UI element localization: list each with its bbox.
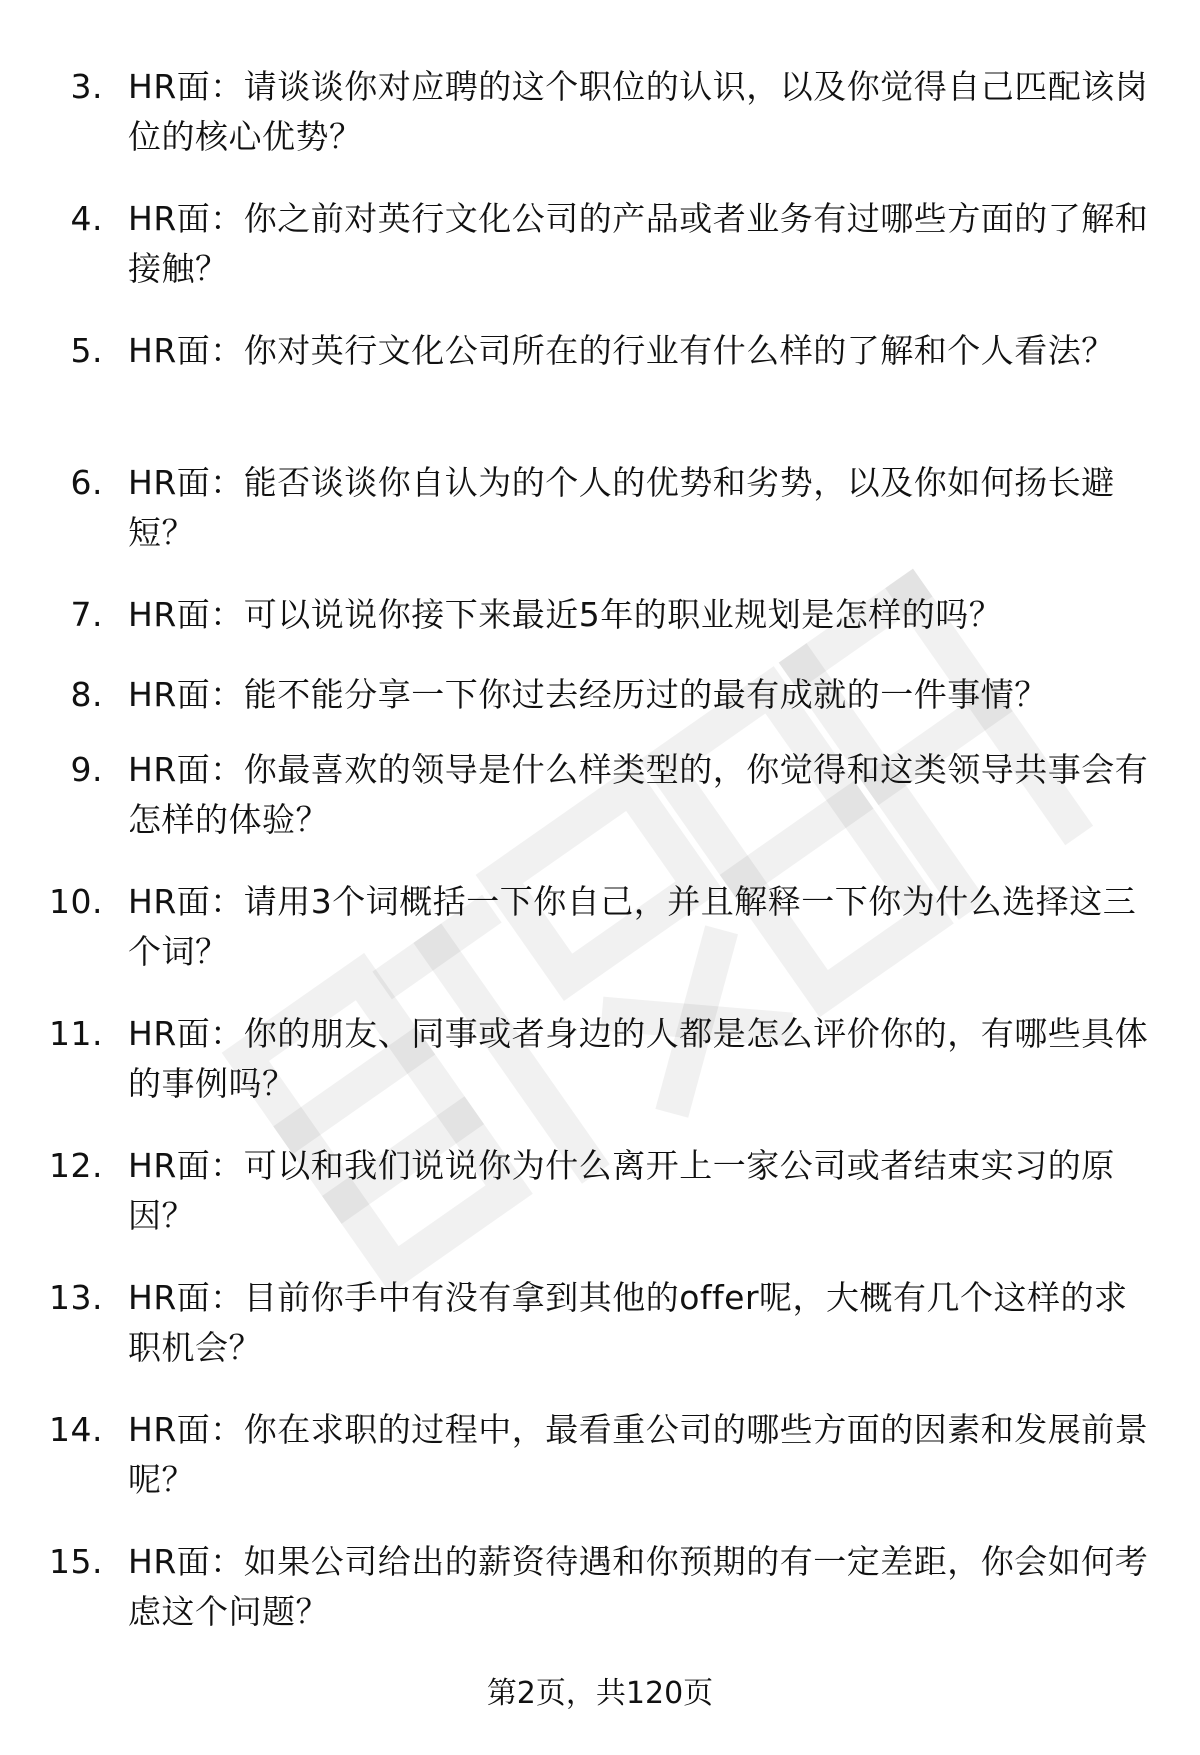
question-number: 12. xyxy=(49,1146,103,1185)
question-text: HR面：请谈谈你对应聘的这个职位的认识，以及你觉得自己匹配该岗位的核心优势？ xyxy=(128,67,1149,156)
question-text: HR面：你对英行文化公司所在的行业有什么样的了解和个人看法？ xyxy=(128,331,1115,370)
question-number: 9. xyxy=(70,750,103,789)
question-list xyxy=(0,60,1200,1667)
question-item xyxy=(0,324,1200,456)
question-item xyxy=(0,192,1200,324)
question-item xyxy=(0,743,1200,875)
question-item xyxy=(0,668,1200,743)
page-footer: 第2页，共120页 xyxy=(486,1676,714,1711)
question-item xyxy=(0,1007,1200,1139)
question-text: HR面：能否谈谈你自认为的个人的优势和劣势，以及你如何扬长避短？ xyxy=(128,463,1115,552)
question-item xyxy=(0,1139,1200,1271)
question-item xyxy=(0,1535,1200,1667)
question-text: HR面：你之前对英行文化公司的产品或者业务有过哪些方面的了解和接触？ xyxy=(128,199,1149,288)
question-item xyxy=(0,456,1200,588)
question-item xyxy=(0,588,1200,668)
question-number: 5. xyxy=(70,331,103,370)
question-text: HR面：目前你手中有没有拿到其他的offer呢，大概有几个这样的求职机会？ xyxy=(128,1278,1128,1367)
question-text: HR面：你最喜欢的领导是什么样类型的，你觉得和这类领导共事会有怎样的体验？ xyxy=(128,750,1149,839)
question-number: 10. xyxy=(49,882,103,921)
question-text: HR面：如果公司给出的薪资待遇和你预期的有一定差距，你会如何考虑这个问题？ xyxy=(128,1542,1149,1631)
question-item xyxy=(0,1271,1200,1403)
question-number: 13. xyxy=(49,1278,103,1317)
question-item xyxy=(0,875,1200,1007)
question-item xyxy=(0,1403,1200,1535)
question-number: 7. xyxy=(70,595,103,634)
question-number: 4. xyxy=(70,199,103,238)
question-text: HR面：你的朋友、同事或者身边的人都是怎么评价你的，有哪些具体的事例吗？ xyxy=(128,1014,1149,1103)
question-number: 6. xyxy=(70,463,103,502)
question-item xyxy=(0,60,1200,192)
question-text: HR面：请用3个词概括一下你自己，并且解释一下你为什么选择这三个词？ xyxy=(128,882,1137,971)
question-number: 8. xyxy=(70,675,103,714)
question-text: HR面：你在求职的过程中，最看重公司的哪些方面的因素和发展前景呢？ xyxy=(128,1410,1149,1499)
question-number: 11. xyxy=(49,1014,103,1053)
question-number: 15. xyxy=(49,1542,103,1581)
question-text: HR面：能不能分享一下你过去经历过的最有成就的一件事情？ xyxy=(128,675,1048,714)
question-number: 3. xyxy=(70,67,103,106)
question-number: 14. xyxy=(49,1410,103,1449)
question-text: HR面：可以和我们说说你为什么离开上一家公司或者结束实习的原因？ xyxy=(128,1146,1115,1235)
question-text: HR面：可以说说你接下来最近5年的职业规划是怎样的吗？ xyxy=(128,595,1003,634)
